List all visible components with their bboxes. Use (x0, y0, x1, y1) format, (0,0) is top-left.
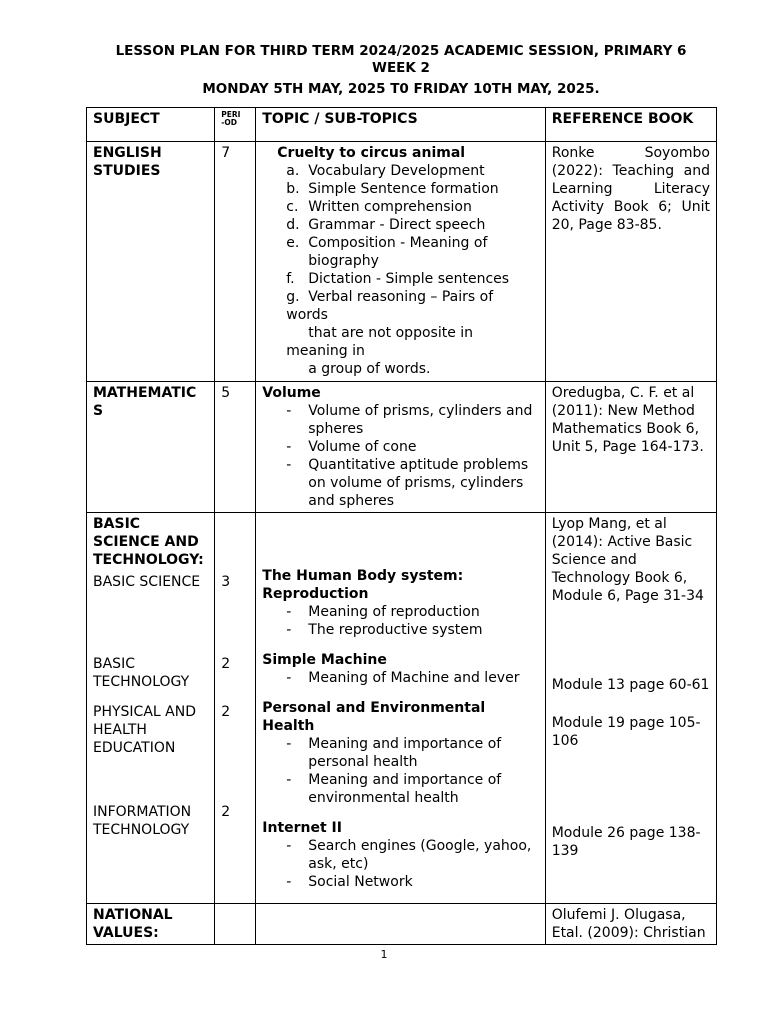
list-item: - Volume of cone (262, 438, 538, 456)
reference-bst-group: Lyop Mang, et al (2014): Active Basic Science and Technology Book 6, Module 6, Page 31-34 (551, 516, 704, 604)
list-item: f. Dictation - Simple sentences (286, 271, 510, 287)
subject-it: INFORMATION TECHNOLOGY (93, 804, 192, 838)
list-item-g-cont: words (286, 307, 328, 323)
subject-english-line2: STUDIES (93, 163, 161, 179)
header-subject: SUBJECT (87, 108, 215, 142)
page-number: 1 (380, 948, 388, 961)
reference-maths: Oredugba, C. F. et al (2011): New Method Mathematics Book 6, Unit 5, Page 164-173. (545, 382, 716, 513)
subtopic-list (262, 669, 538, 687)
period-national-values (215, 904, 256, 945)
subtopic-list (262, 162, 538, 288)
list-item: - Search engines (Google, yahoo, ask, etc) (262, 837, 538, 873)
table-header-row (87, 108, 717, 142)
list-item: - The reproductive system (262, 621, 538, 639)
topic-title: Cruelty to circus animal (277, 145, 466, 161)
header-period-a: PERI (221, 110, 241, 119)
subject-basic-technology: BASIC TECHNOLOGY (93, 656, 190, 690)
reference-bst (545, 513, 716, 904)
reference-english: Ronke Soyombo (2022): Teaching and Learning Literacy Activity Book 6; Unit 20, Page 83-85. (545, 142, 716, 382)
subject-national-values: NATIONAL VALUES: (87, 904, 215, 945)
period-basic-science: 3 (221, 574, 231, 590)
document-title (86, 43, 716, 77)
list-item: b. Simple Sentence formation (286, 181, 499, 197)
subject-basic-science: BASIC SCIENCE (93, 574, 201, 590)
list-item: - Quantitative aptitude problems on volume of prisms, cylinders and spheres (262, 456, 538, 510)
period-basic-technology: 2 (221, 656, 231, 672)
list-item: a. Vocabulary Development (286, 163, 485, 179)
list-item: - Volume of prisms, cylinders and spheres (262, 402, 538, 438)
reference-phe: Module 19 page 105-106 (551, 715, 701, 749)
table-row-national-values (87, 904, 717, 945)
list-item: c. Written comprehension (286, 199, 472, 215)
header-period-b: -OD (221, 118, 237, 127)
period-phe: 2 (221, 704, 231, 720)
period-english: 7 (215, 142, 256, 382)
subtopic-list (262, 735, 538, 807)
list-item-g-cont: that are not opposite in (308, 325, 474, 341)
topic-title: Volume (262, 385, 321, 401)
subject-maths (87, 382, 215, 513)
period-it: 2 (221, 804, 231, 820)
list-item: - Meaning and importance of personal health (262, 735, 538, 771)
topic-english (256, 142, 545, 382)
header-reference: REFERENCE BOOK (545, 108, 716, 142)
subject-bst (87, 513, 215, 904)
reference-it: Module 26 page 138-139 (551, 825, 701, 859)
subject-english-line1: ENGLISH (93, 145, 162, 161)
table-row-english (87, 142, 717, 382)
period-maths: 5 (215, 382, 256, 513)
header-topic: TOPIC / SUB-TOPICS (256, 108, 545, 142)
topic-title-basic-science: The Human Body system: Reproduction (262, 568, 464, 602)
list-item-g: g. Verbal reasoning – Pairs of (286, 289, 494, 305)
topic-bst (256, 513, 545, 904)
reference-national-values: Olufemi J. Olugasa, Etal. (2009): Christian (545, 904, 716, 945)
header-period (215, 108, 256, 142)
list-item: - Meaning of reproduction (262, 603, 538, 621)
reference-basic-technology: Module 13 page 60-61 (551, 677, 710, 693)
topic-title-it: Internet II (262, 820, 342, 836)
table-row-maths (87, 382, 717, 513)
list-item: e. Composition - Meaning of biography (286, 235, 488, 269)
topic-national-values (256, 904, 545, 945)
bst-group-label: BASIC SCIENCE AND TECHNOLOGY: (93, 516, 204, 568)
list-item: d. Grammar - Direct speech (286, 217, 486, 233)
subject-maths-line1: MATHEMATIC (93, 385, 197, 401)
list-item-g-cont: a group of words. (308, 361, 431, 377)
subtopic-list (262, 603, 538, 639)
list-item: - Meaning and importance of environmental health (262, 771, 538, 807)
period-bst (215, 513, 256, 904)
date-range: MONDAY 5TH MAY, 2025 T0 FRIDAY 10TH MAY, 2025. (202, 81, 600, 97)
topic-maths (256, 382, 545, 513)
list-item-g-cont: meaning in (286, 343, 365, 359)
list-item: - Meaning of Machine and lever (262, 669, 538, 687)
subtopic-list (262, 837, 538, 891)
subject-phe: PHYSICAL AND HEALTH EDUCATION (93, 704, 196, 756)
title-line-2: WEEK 2 (372, 60, 430, 76)
topic-title-phe: Personal and Environmental Health (262, 700, 486, 734)
table-row-bst (87, 513, 717, 904)
subject-maths-line2: S (93, 403, 104, 419)
list-item: - Social Network (262, 873, 538, 891)
lesson-plan-table (86, 107, 717, 945)
title-line-1: LESSON PLAN FOR THIRD TERM 2024/2025 ACADEMIC SESSION, PRIMARY 6 (115, 43, 687, 59)
subtopic-list (262, 402, 538, 510)
subject-english (87, 142, 215, 382)
topic-title-basic-technology: Simple Machine (262, 652, 387, 668)
